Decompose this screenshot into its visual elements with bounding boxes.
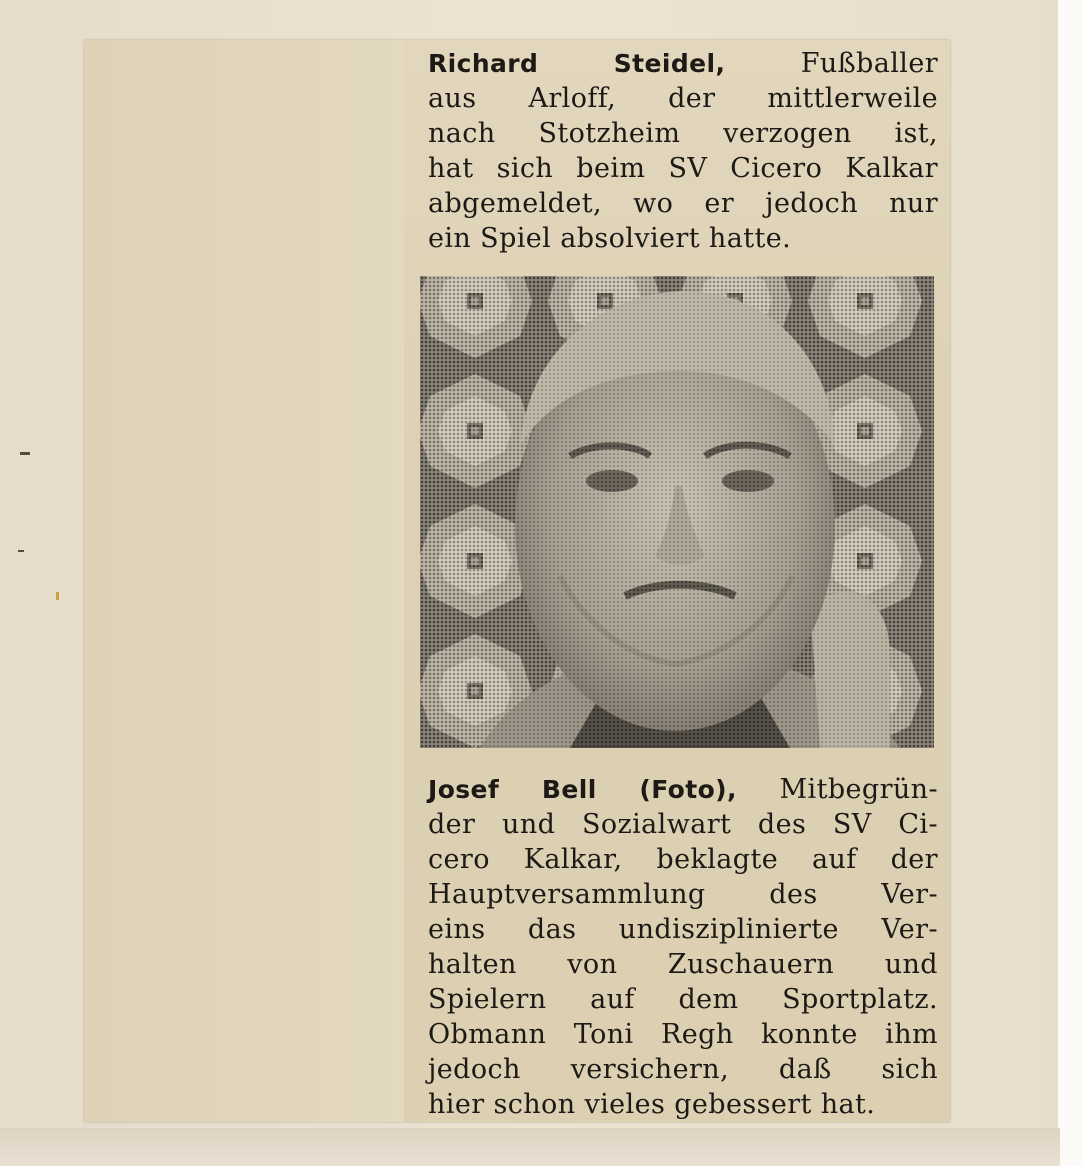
article-line-1: Josef Bell (Foto), Mitbegrün- [428,774,938,805]
paper-speck [18,550,24,552]
portrait-image [420,276,934,748]
article-bottom [428,772,938,1122]
lead-name: Richard Steidel, [428,49,726,78]
paper-speck [20,452,30,455]
article-line-1: Richard Steidel, Fußballer [428,48,938,79]
article-line: hat sich beim SV Cicero Kalkar [428,153,938,184]
article-line: hier schon vieles gebessert hat. [428,1089,876,1120]
article-top [428,46,938,256]
article-line: nach Stotzheim verzogen ist, [428,118,938,149]
article-line: Hauptversammlung des Ver- [428,879,938,910]
article-line: ein Spiel absolviert hatte. [428,223,792,254]
article-line: cero Kalkar, beklagte auf der [428,844,938,875]
page-bottom-strip [0,1128,1060,1166]
article-line: jedoch versichern, daß sich [428,1054,938,1085]
article-line: aus Arloff, der mittlerweile [428,83,938,114]
portrait-photo [420,276,934,748]
article-line: Spielern auf dem Sportplatz. [428,984,938,1015]
clipping-blank-area [84,40,404,1122]
article-line: abgemeldet, wo er jedoch nur [428,188,938,219]
article-line: eins das undisziplinierte Ver- [428,914,938,945]
paper-speck [56,592,59,600]
article-line: halten von Zuschauern und [428,949,938,980]
article-line: der und Sozialwart des SV Ci- [428,809,938,840]
lead-name: Josef Bell (Foto), [428,775,737,804]
page-edge [1058,0,1083,1166]
newspaper-clipping [84,40,950,1122]
article-line: Obmann Toni Regh konnte ihm [428,1019,938,1050]
